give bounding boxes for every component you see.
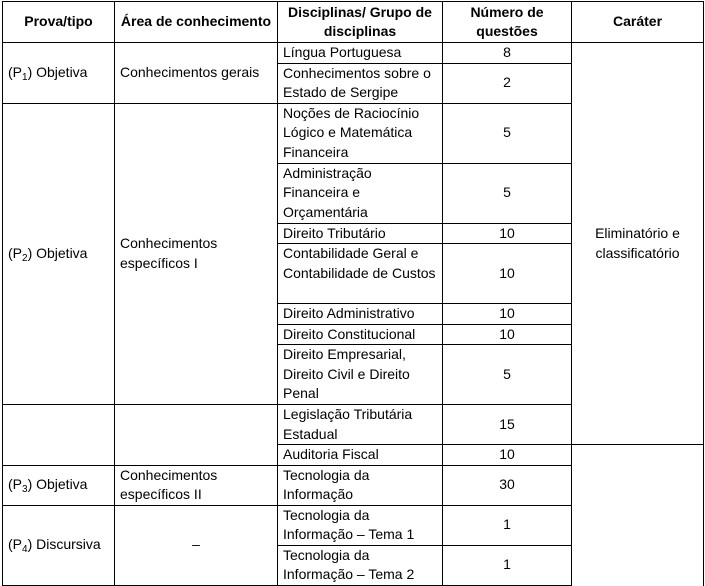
questoes-cell: 5 — [443, 345, 572, 405]
disciplina-cell: Direito Empresarial, Direito Civil e Direito Penal — [278, 345, 443, 405]
disciplina-cell: Administração Financeira e Orçamentária — [278, 163, 443, 223]
prova-p2: $(P_2)$ Objetiva — [3, 103, 115, 405]
questoes-cell: 10 — [443, 445, 572, 466]
disciplina-cell: Legislação Tributária Estadual — [278, 405, 443, 445]
questoes-cell: 1 — [443, 505, 572, 545]
area-p3: Conhecimentos específicos II — [115, 465, 278, 505]
disciplina-cell: Tecnologia da Informação – Tema 2 — [278, 545, 443, 585]
questoes-cell: 10 — [443, 223, 572, 244]
table-row — [3, 465, 704, 505]
table-row — [3, 43, 704, 64]
disciplina-cell: Direito Tributário — [278, 223, 443, 244]
questoes-cell: 10 — [443, 304, 572, 325]
questoes-cell: 15 — [443, 405, 572, 445]
disciplina-cell: Tecnologia da Informação – Tema 1 — [278, 505, 443, 545]
area-p2: Conhecimentos específicos I — [115, 103, 278, 405]
table-row — [3, 505, 704, 545]
disciplina-cell: Tecnologia da Informação — [278, 465, 443, 505]
exam-structure-table — [2, 1, 704, 586]
questoes-cell: 10 — [443, 324, 572, 345]
disciplina-cell: Direito Constitucional — [278, 324, 443, 345]
questoes-cell: 5 — [443, 103, 572, 163]
area-p1: Conhecimentos gerais — [115, 43, 278, 104]
questoes-cell: 10 — [443, 244, 572, 304]
disciplina-cell: Contabilidade Geral e Contabilidade de Custos — [278, 244, 443, 304]
area-p4: – — [115, 505, 278, 585]
questoes-cell: 1 — [443, 545, 572, 585]
questoes-cell: 30 — [443, 465, 572, 505]
questoes-cell: 8 — [443, 43, 572, 64]
prova-p1: $(P_1)$ Objetiva — [3, 43, 115, 104]
carater-cell: Eliminatório e classificatório — [572, 43, 704, 445]
disciplina-cell: Conhecimentos sobre o Estado de Sergipe — [278, 63, 443, 103]
disciplina-cell: Auditoria Fiscal — [278, 445, 443, 466]
header-area: Área de conhecimento — [115, 2, 278, 43]
questoes-cell: 5 — [443, 163, 572, 223]
prova-p3: $(P_3)$ Objetiva — [3, 465, 115, 505]
disciplina-cell: Noções de Raciocínio Lógico e Matemática Financeira — [278, 103, 443, 163]
disciplina-cell: Língua Portuguesa — [278, 43, 443, 64]
prova-empty — [3, 405, 115, 466]
header-row — [3, 2, 704, 43]
questoes-cell: 2 — [443, 63, 572, 103]
disciplina-cell: Direito Administrativo — [278, 304, 443, 325]
header-numero-questoes: Número de questões — [443, 2, 572, 43]
header-prova-tipo: Prova/tipo — [3, 2, 115, 43]
header-carater: Caráter — [572, 2, 704, 43]
area-empty — [115, 405, 278, 466]
prova-p4: $(P_4)$ Discursiva — [3, 505, 115, 585]
header-disciplinas: Disciplinas/ Grupo de disciplinas — [278, 2, 443, 43]
